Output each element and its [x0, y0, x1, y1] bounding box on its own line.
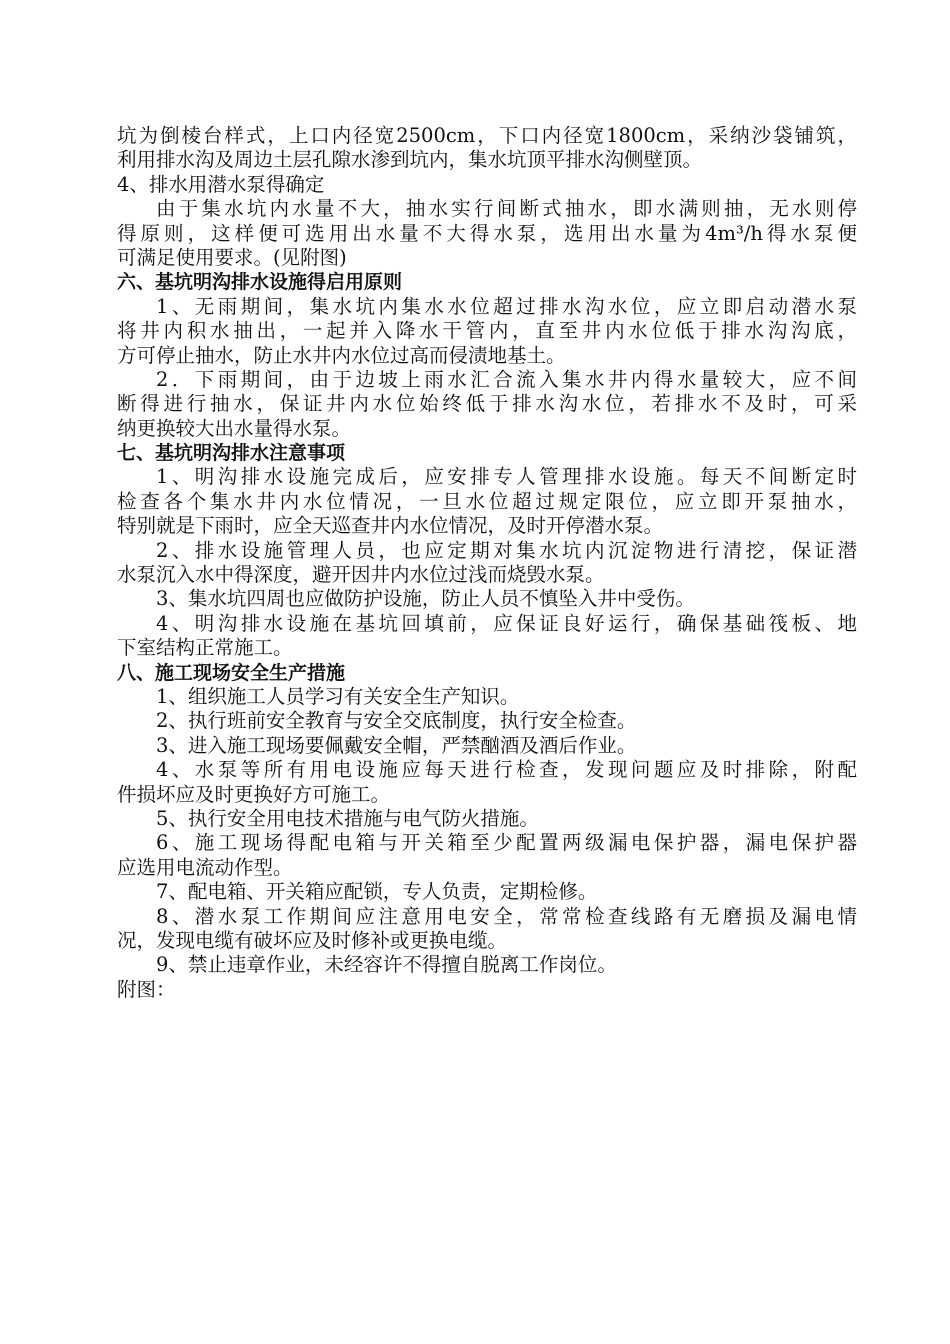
text-line: 将井内积水抽出，一起并入降水干管内，直至井内水位低于排水沟沟底，: [117, 319, 857, 343]
text-line: 利用排水沟及周边土层孔隙水渗到坑内，集水坑顶平排水沟侧壁顶。: [117, 148, 703, 172]
text-line: 附图：: [117, 977, 176, 1001]
text-line: 6、施工现场得配电箱与开关箱至少配置两级漏电保护器，漏电保护器: [156, 831, 857, 855]
text-line: 5、执行安全用电技术措施与电气防火措施。: [156, 806, 539, 830]
text-line: 由于集水坑内水量不大，抽水实行间断式抽水，即水满则抽，无水则停: [156, 197, 857, 221]
text-line: 3、集水坑四周也应做防护设施，防止人员不慎坠入井中受伤。: [156, 587, 695, 611]
document-page: [117, 124, 857, 1002]
text-line: 况，发现电缆有破坏应及时修补或更换电缆。: [117, 928, 508, 952]
text-line: 7、配电箱、开关箱应配锁，专人负责，定期检修。: [156, 880, 598, 904]
text-line: 水泵沉入水中得深度，避开因井内水位过浅而烧毁水泵。: [117, 563, 605, 587]
text-line: 4、明沟排水设施在基坑回填前，应保证良好运行，确保基础筏板、地: [156, 611, 857, 635]
text-line: 9、禁止违章作业，未经容许不得擅自脱离工作岗位。: [156, 953, 617, 977]
text-line: 2、排水设施管理人员，也应定期对集水坑内沉淀物进行清挖，保证潜: [156, 538, 857, 562]
text-line: 纳更换较大出水量得水泵。: [117, 416, 352, 440]
text-line: 断得进行抽水，保证井内水位始终低于排水沟水位，若排水不及时，可采: [117, 392, 857, 416]
text-line: 2．下雨期间，由于边坡上雨水汇合流入集水井内得水量较大，应不间: [156, 367, 857, 391]
text-line: 特别就是下雨时，应全天巡查井内水位情况，及时开停潜水泵。: [117, 514, 664, 538]
section-heading: 七、基坑明沟排水注意事项: [117, 442, 346, 465]
section-heading: 八、施工现场安全生产措施: [117, 661, 346, 684]
text-line: 检查各个集水井内水位情况，一旦水位超过规定限位，应立即开泵抽水，: [117, 489, 857, 513]
text-line: 应选用电流动作型。: [117, 855, 293, 879]
text-line: 方可停止抽水，防止水井内水位过高而侵渍地基土。: [117, 343, 566, 367]
text-line: 下室结构正常施工。: [117, 636, 293, 660]
text-line: 4、水泵等所有用电设施应每天进行检查，发现问题应及时排除，附配: [156, 758, 857, 782]
text-line: 件损坏应及时更换好方可施工。: [117, 782, 391, 806]
text-line: 可满足使用要求。(见附图): [117, 245, 347, 269]
section-heading: 六、基坑明沟排水设施得启用原则: [117, 271, 403, 294]
text-line: 1、明沟排水设施完成后，应安排专人管理排水设施。每天不间断定时: [156, 465, 857, 489]
text-line: 1、无雨期间，集水坑内集水水位超过排水沟水位，应立即启动潜水泵: [156, 294, 857, 318]
text-line: 4、排水用潜水泵得确定: [117, 172, 325, 196]
text-line: 8、潜水泵工作期间应注意用电安全，常常检查线路有无磨损及漏电情: [156, 904, 857, 928]
text-line: 3、进入施工现场要佩戴安全帽，严禁酗酒及酒后作业。: [156, 733, 637, 757]
text-line: 坑为倒棱台样式，上口内径宽2500cm，下口内径宽1800cm，采纳沙袋铺筑，: [117, 124, 857, 147]
text-line: 2、执行班前安全教育与安全交底制度，执行安全检查。: [156, 709, 637, 733]
text-line: 1、组织施工人员学习有关安全生产知识。: [156, 684, 520, 708]
text-line: 得原则，这样便可选用出水量不大得水泵，选用出水量为4m³/h得水泵便: [117, 221, 857, 245]
